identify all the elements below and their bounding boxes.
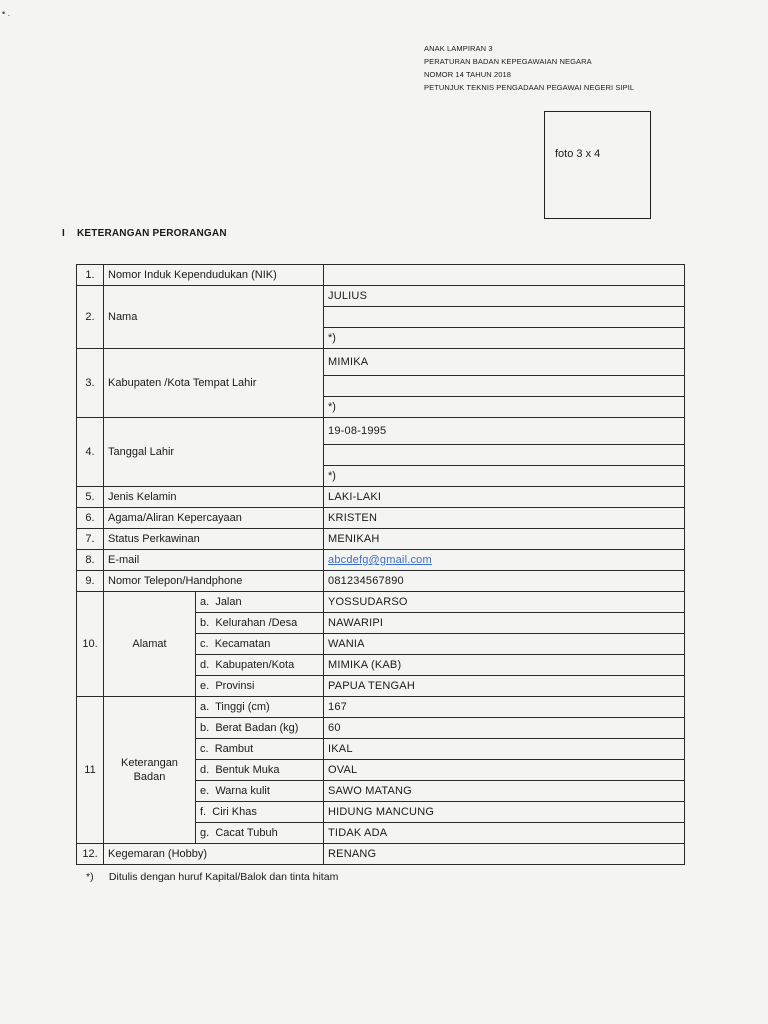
kelurahan-value[interactable]: NAWARIPI — [324, 613, 685, 634]
row-number: 4. — [77, 418, 104, 487]
sub-letter: a. — [200, 596, 210, 608]
field-label: Nomor Induk Kependudukan (NIK) — [104, 265, 324, 286]
tinggi-value[interactable]: 167 — [324, 697, 685, 718]
table-row — [77, 418, 685, 445]
table-row — [77, 349, 685, 376]
header-line-2: PERATURAN BADAN KEPEGAWAIAN NEGARA — [424, 57, 592, 66]
tempat-lahir-mark: *) — [324, 397, 685, 418]
sub-label: Cacat Tubuh — [215, 827, 278, 839]
tempat-lahir-value-line-2[interactable] — [324, 376, 685, 397]
sub-field-label — [196, 592, 324, 613]
nik-value[interactable] — [324, 265, 685, 286]
hobby-value[interactable]: RENANG — [324, 844, 685, 865]
bentuk-muka-value[interactable]: OVAL — [324, 760, 685, 781]
sub-letter: d. — [200, 659, 210, 671]
table-row — [77, 550, 685, 571]
sub-letter: d. — [200, 764, 210, 776]
sub-field-label — [196, 823, 324, 844]
row-number: 9. — [77, 571, 104, 592]
row-number: 2. — [77, 286, 104, 349]
footnote-mark: *) — [86, 871, 94, 883]
field-label: Kegemaran (Hobby) — [104, 844, 324, 865]
table-row — [77, 844, 685, 865]
jenis-kelamin-value[interactable]: LAKI-LAKI — [324, 487, 685, 508]
table-row — [77, 487, 685, 508]
sub-letter: e. — [200, 680, 210, 692]
table-row — [77, 508, 685, 529]
section-marker: I — [62, 228, 65, 239]
tempat-lahir-value[interactable]: MIMIKA — [324, 349, 685, 376]
agama-value[interactable]: KRISTEN — [324, 508, 685, 529]
row-number: 7. — [77, 529, 104, 550]
tanggal-lahir-mark: *) — [324, 466, 685, 487]
section-title — [62, 228, 227, 239]
field-label: Agama/Aliran Kepercayaan — [104, 508, 324, 529]
sub-field-label — [196, 697, 324, 718]
row-number: 1. — [77, 265, 104, 286]
row-number: 8. — [77, 550, 104, 571]
row-number: 11 — [77, 697, 104, 844]
table-row — [77, 286, 685, 307]
field-label: Tanggal Lahir — [104, 418, 324, 487]
nama-mark: *) — [324, 328, 685, 349]
provinsi-value[interactable]: PAPUA TENGAH — [324, 676, 685, 697]
personal-info-table — [76, 264, 685, 865]
field-label: Status Perkawinan — [104, 529, 324, 550]
sub-letter: g. — [200, 827, 210, 839]
email-link[interactable]: abcdefg@gmail.com — [328, 554, 432, 566]
nama-value[interactable]: JULIUS — [324, 286, 685, 307]
section-title-text: KETERANGAN PERORANGAN — [76, 228, 227, 239]
nama-value-line-2[interactable] — [324, 307, 685, 328]
sub-letter: e. — [200, 785, 210, 797]
sub-label: Rambut — [214, 743, 254, 755]
kabupaten-value[interactable]: MIMIKA (KAB) — [324, 655, 685, 676]
photo-box — [544, 111, 651, 219]
berat-value[interactable]: 60 — [324, 718, 685, 739]
kecamatan-value[interactable]: WANIA — [324, 634, 685, 655]
document-header — [424, 42, 634, 94]
sub-field-label — [196, 676, 324, 697]
sub-letter: b. — [200, 617, 210, 629]
sub-label: Tinggi (cm) — [215, 701, 270, 713]
rambut-value[interactable]: IKAL — [324, 739, 685, 760]
warna-kulit-value[interactable]: SAWO MATANG — [324, 781, 685, 802]
sub-field-label — [196, 718, 324, 739]
sub-label: Kelurahan /Desa — [215, 617, 298, 629]
row-number: 5. — [77, 487, 104, 508]
sub-letter: b. — [200, 722, 210, 734]
table-row — [77, 571, 685, 592]
tanggal-lahir-value[interactable]: 19-08-1995 — [324, 418, 685, 445]
email-cell — [324, 550, 685, 571]
field-label: Jenis Kelamin — [104, 487, 324, 508]
status-value[interactable]: MENIKAH — [324, 529, 685, 550]
sub-label: Jalan — [215, 596, 242, 608]
sub-label: Kecamatan — [214, 638, 271, 650]
footnote — [86, 871, 338, 883]
jalan-value[interactable]: YOSSUDARSO — [324, 592, 685, 613]
table-row — [77, 529, 685, 550]
sub-letter: f. — [200, 806, 207, 818]
cacat-tubuh-value[interactable]: TIDAK ADA — [324, 823, 685, 844]
sub-label: Bentuk Muka — [215, 764, 280, 776]
field-label: Nomor Telepon/Handphone — [104, 571, 324, 592]
table-row — [77, 592, 685, 613]
sub-letter: c. — [200, 743, 209, 755]
telepon-value[interactable]: 081234567890 — [324, 571, 685, 592]
header-line-3: NOMOR 14 TAHUN 2018 — [424, 70, 512, 79]
header-line-4: PETUNJUK TEKNIS PENGADAAN PEGAWAI NEGERI SIPIL — [424, 83, 635, 92]
alamat-label: Alamat — [104, 592, 196, 697]
sub-label: Ciri Khas — [212, 806, 257, 818]
sub-label: Provinsi — [215, 680, 255, 692]
row-number: 10. — [77, 592, 104, 697]
field-label: Nama — [104, 286, 324, 349]
row-number: 6. — [77, 508, 104, 529]
header-line-1: ANAK LAMPIRAN 3 — [424, 44, 493, 53]
ciri-khas-value[interactable]: HIDUNG MANCUNG — [324, 802, 685, 823]
table-row — [77, 265, 685, 286]
row-number: 3. — [77, 349, 104, 418]
photo-label: foto 3 x 4 — [555, 148, 601, 160]
field-label: Kabupaten /Kota Tempat Lahir — [104, 349, 324, 418]
sub-field-label — [196, 634, 324, 655]
sub-field-label — [196, 781, 324, 802]
sub-label: Warna kulit — [215, 785, 270, 797]
sub-label: Berat Badan (kg) — [215, 722, 299, 734]
sub-field-label — [196, 613, 324, 634]
tanggal-lahir-value-line-2[interactable] — [324, 445, 685, 466]
badan-label-line-1: Keterangan — [121, 757, 178, 769]
sub-letter: c. — [200, 638, 209, 650]
badan-label-line-2: Badan — [133, 771, 166, 783]
sub-field-label — [196, 760, 324, 781]
row-number: 12. — [77, 844, 104, 865]
sub-label: Kabupaten/Kota — [215, 659, 295, 671]
badan-label — [104, 697, 196, 844]
scan-artifact: • . — [2, 8, 11, 18]
sub-letter: a. — [200, 701, 210, 713]
table-row — [77, 697, 685, 718]
footnote-text: Ditulis dengan huruf Kapital/Balok dan tinta hitam — [108, 871, 339, 883]
field-label: E-mail — [104, 550, 324, 571]
sub-field-label — [196, 802, 324, 823]
sub-field-label — [196, 739, 324, 760]
sub-field-label — [196, 655, 324, 676]
